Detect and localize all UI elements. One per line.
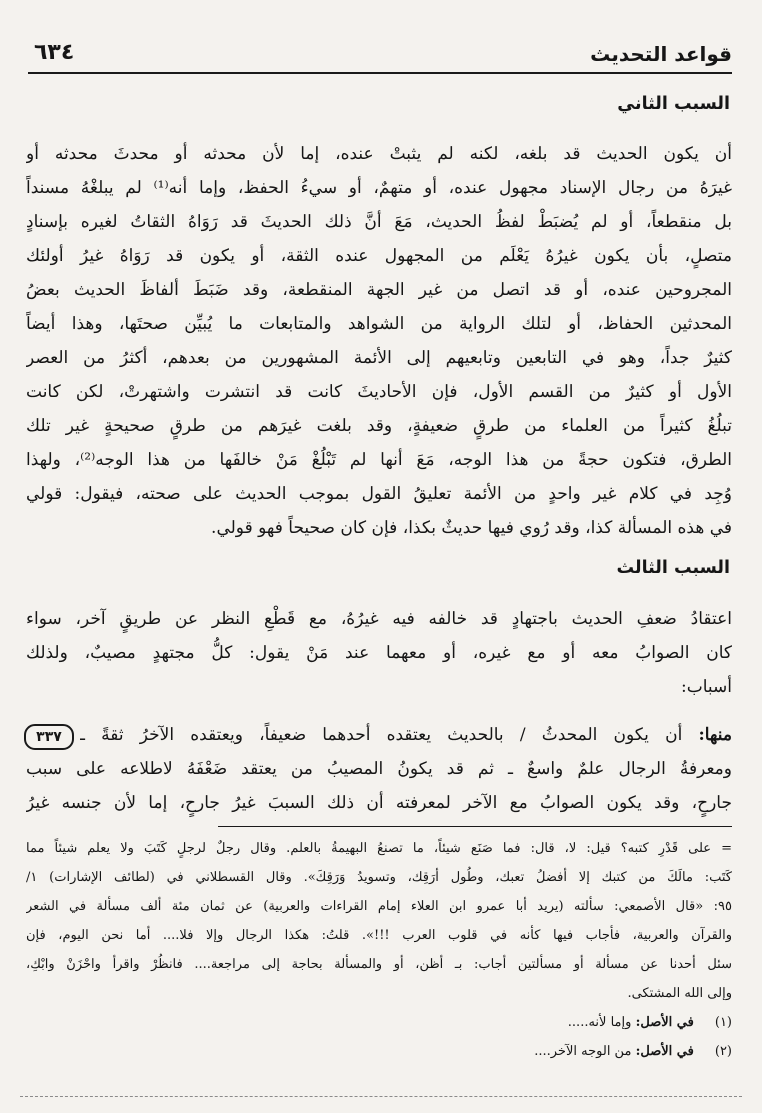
footnote-line: والقرآن والعربية، فأجاب فيها كأنه في قلوب العرب !!!». قلتُ: هكذا الرجال وإلا فلا.... أما نحن اليوم، فإن (26, 928, 732, 943)
footnote-line: كَتَب: مالَكَ من كتبك إلا أفضلُ تعبك، وطُول أرَقِك، وتسويدُ وَرَقِكَ». وقال القسطلاني في (لطائف الإشارات) ١/ (26, 870, 732, 885)
paragraph-third-reason (26, 602, 732, 704)
text-line: تبلُغُ كثيراً من العلماء من طرقٍ ضعيفةٍ، وقد بلغت غيرَهم من طرقٍ صحيحةٍ غير تلك (26, 416, 732, 436)
text-line: كثيرٌ جداً، وهو في التابعين وتابعيهم إلى الأئمة المشهورين من بعدهم، أكثرُ من العصر (26, 348, 732, 368)
text-line: أسباب: (680, 677, 732, 697)
running-header (28, 38, 732, 74)
footnote-lead: في الأصل: (635, 1015, 694, 1030)
footnote-separator (218, 826, 732, 827)
footnote-lead: في الأصل: (635, 1044, 694, 1059)
section-heading-second-reason: السبب الثاني (617, 94, 730, 114)
section-heading-third-reason: السبب الثالث (616, 558, 730, 578)
paragraph-minha (80, 718, 732, 752)
footnote-line: سئل أحدنا عن مسألة أو مسألتين أجاب: بـ أظن، أو والمسألة بحاجة إلى مراجعة.... فانظُرْ واقرأ واحْزَنْ وابْكِ، (26, 957, 732, 972)
margin-reference-number: ٣٣٧ (24, 724, 74, 750)
text-line: متصلٍ، بأن يكون غيرُهُ يَعْلَم من المجهول عنده الثقة، أو يكون قد رَوَاهُ غيرُ أولئك (26, 246, 732, 266)
text-line: المجروحين عنده، أو قد اتصل من غير الجهة المنقطعة، وقد ضَبَطَ ألفاظَ الحديث بعضُ (26, 280, 732, 300)
text-line: غيرَهُ من رجال الإسناد مجهول عنده، أو متهمٌ، أو سيءُ الحفظ، وإما أنه⁽¹⁾ لم يبلغْهُ مسنداً (26, 178, 732, 198)
footnote-line: = على قَدْرِ كتبه؟ قيل: لا، قال: فما صَنَع شيئاً، ما تصنعُ البهيمةُ بالعلم. وقال رجلٌ لرجلٍ كَتَبَ ولا يعلم شيئاً مما (26, 841, 732, 856)
minha-lead: منها: (698, 725, 732, 745)
page-bottom-edge (20, 1096, 742, 1097)
text-line: في هذه المسألة كذا، وقد رُوي فيها حديثٌ بكذا، فإن كان صحيحاً فهو قولي. (211, 518, 732, 538)
paragraph-minha-continued (26, 752, 732, 820)
text-line: ومعرفةُ الرجال علمٌ واسعٌ ـ ثم قد يكونُ المصيبُ من يعتقد ضَعْفَهُ لاطلاعه على سبب (26, 759, 732, 779)
footnote-line: ٩٥: «قال الأصمعي: سألته (يريد أبا عمرو ابن العلاء إمام القراءات والعربية) عن ثمان مئة ألف مسألة في الشعر (26, 899, 732, 914)
paragraph-second-reason (26, 137, 732, 545)
text-line: بل منقطعاً، أو لم يُضبَطْ لفظُ الحديث، مَعَ أنَّ ذلك الحديثَ قد رَوَاهُ الثقاتُ لغيره بإسنادٍ (26, 212, 732, 232)
footnote-1 (26, 1008, 732, 1037)
text-line (80, 718, 732, 752)
footnote-2 (26, 1037, 732, 1066)
text-line: كان الصوابُ معه أو مع غيره، أو معهما عند مَنْ يقول: كلُّ مجتهدٍ مصيبٌ، ولذلك (26, 643, 732, 663)
minha-line-text: أن يكون المحدثُ / بالحديث يعتقده أحدهما ضعيفاً، ويعتقده الآخرُ ثقةً ـ (80, 725, 683, 745)
footnote-number: (١) (714, 1015, 732, 1030)
footnote-line: وإلى الله المشتكى. (627, 986, 732, 1001)
text-line: جارحٍ، وقد يكون الصوابُ مع الآخر لمعرفته أن ذلك السببَ غيرُ جارحٍ، إما لأن جنسه غيرُ (26, 793, 732, 813)
text-line: الأول أو كثيرٌ من القسم الأول، فإن الأحاديثَ كانت قد انتشرت واشتهرتْ، لكن كانت (26, 382, 732, 402)
text-line: الطرق، فتكون حجةً من هذا الوجه، مَعَ أنها لم تَبْلُغْ مَنْ خالفَها من هذا الوجه⁽²⁾، ولهذا (26, 450, 732, 470)
running-title: قواعد التحديث (590, 42, 732, 66)
footnote-text: وإما لأنه..... (567, 1015, 632, 1030)
footnote-text: من الوجه الآخر.... (534, 1044, 632, 1059)
footnotes (26, 834, 732, 1066)
text-line: أن يكون الحديث قد بلغه، لكنه لم يثبتْ عنده، إما لأن محدثه أو محدثَ محدثه أو (26, 144, 732, 164)
text-line: اعتقادُ ضعفِ الحديث باجتهادٍ قد خالفه فيه غيرُهُ، مع قَطْعِ النظر عن طريقٍ آخر، سواء (26, 609, 732, 629)
text-line: وُجِد في كلام غير واحدٍ من الأئمة تعليقُ القول بموجب الحديث على صحته، فيقول: قولي (26, 484, 732, 504)
text-line: المحدثين الحفاظ، أو لتلك الرواية من الشواهد والمتابعات ما يُبيِّن صحتَها، وهذا أيضاً (26, 314, 732, 334)
page-number: ٦٣٤ (34, 40, 75, 65)
footnote-number: (٢) (714, 1044, 732, 1059)
